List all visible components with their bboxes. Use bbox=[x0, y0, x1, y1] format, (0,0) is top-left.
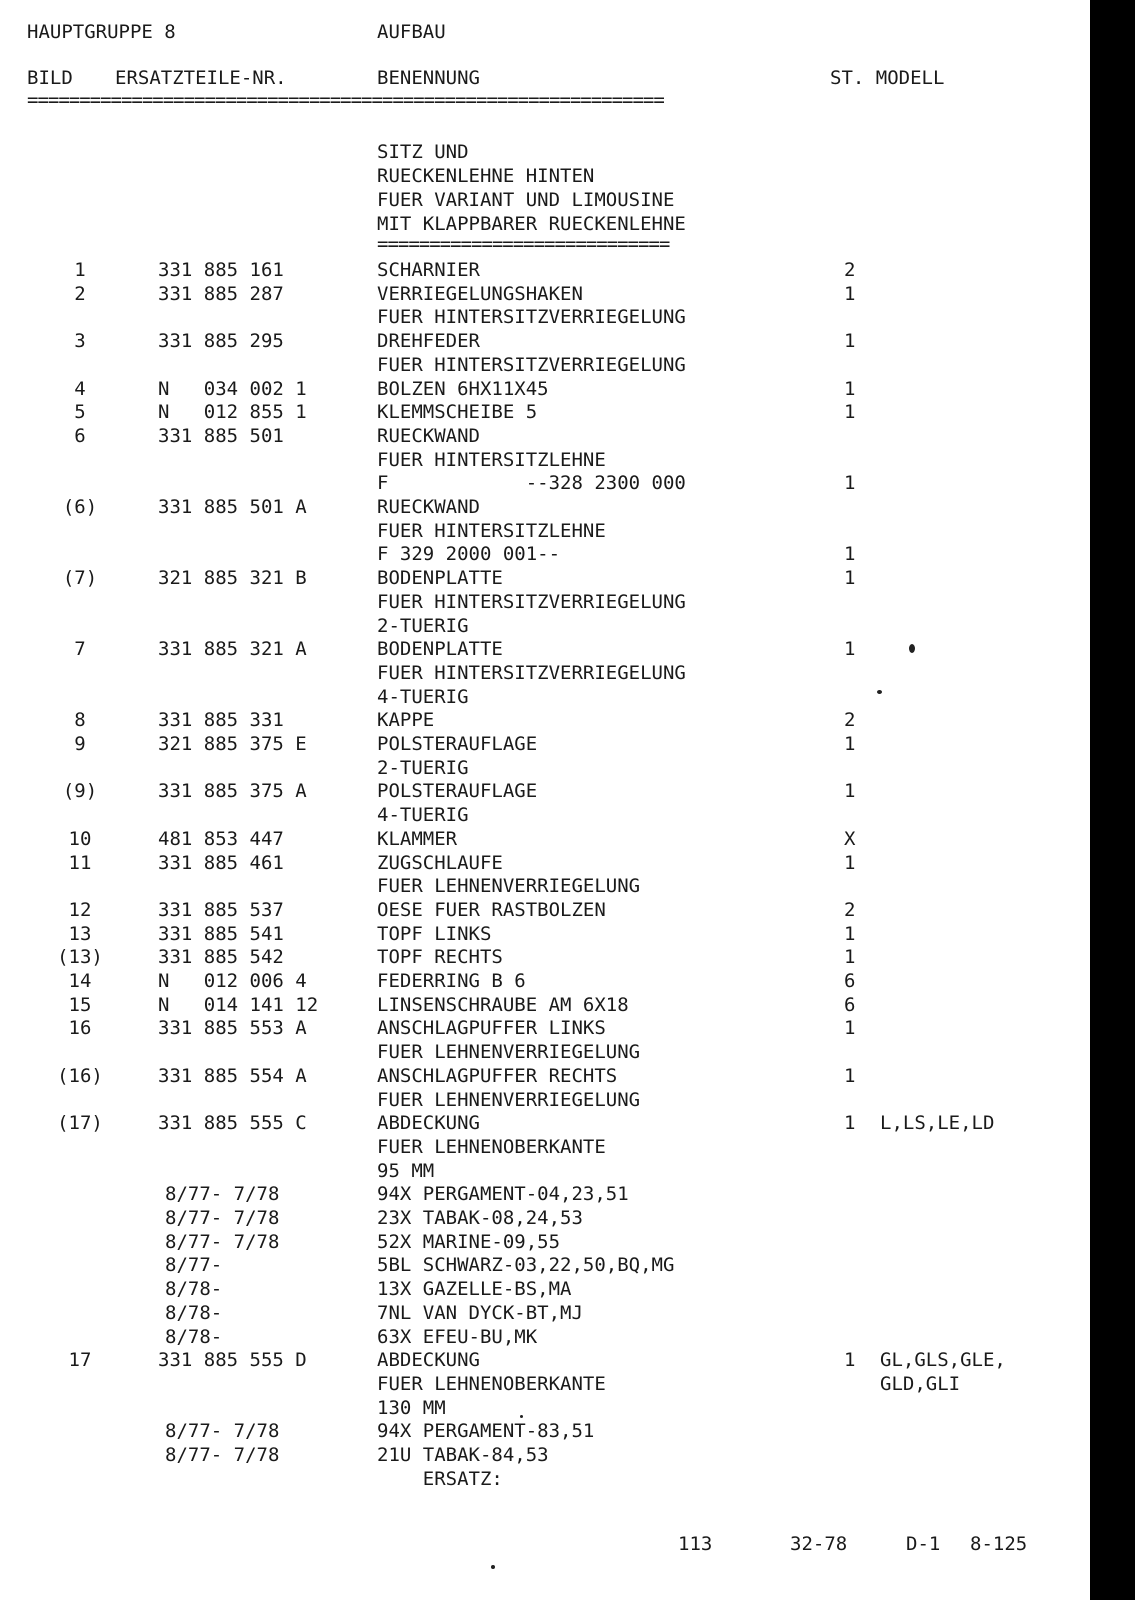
table-row bbox=[0, 590, 1080, 614]
part-number-cell: 331 885 501 bbox=[158, 425, 284, 447]
stueck-cell: 1 bbox=[844, 923, 856, 945]
benennung-cell: LINSENSCHRAUBE AM 6X18 bbox=[377, 994, 629, 1016]
benennung-cell: TOPF RECHTS bbox=[377, 946, 503, 968]
part-number-cell: 331 885 321 A bbox=[158, 638, 307, 660]
benennung-cell: BOLZEN 6HX11X45 bbox=[377, 378, 549, 400]
benennung-cell: 95 MM bbox=[377, 1160, 435, 1182]
part-number-cell: 331 885 295 bbox=[158, 330, 284, 352]
table-row bbox=[0, 1088, 1080, 1112]
table-row bbox=[0, 1230, 1080, 1254]
benennung-cell: 5BL SCHWARZ-03,22,50,BQ,MG bbox=[377, 1254, 675, 1276]
bild-cell: (7) bbox=[62, 567, 98, 589]
benennung-cell: 94X PERGAMENT-83,51 bbox=[377, 1420, 595, 1442]
modell-cell: GL,GLS,GLE, bbox=[880, 1349, 1006, 1371]
table-row bbox=[0, 1040, 1080, 1064]
date-range: 8/77- 7/78 bbox=[165, 1444, 280, 1466]
column-header-st-modell: ST. MODELL bbox=[830, 67, 945, 89]
scan-speck bbox=[520, 1415, 523, 1418]
bild-cell: 17 bbox=[68, 1349, 92, 1371]
benennung-cell: 52X MARINE-09,55 bbox=[377, 1231, 561, 1253]
benennung-cell: 13X GAZELLE-BS,MA bbox=[377, 1278, 572, 1300]
table-row bbox=[0, 1135, 1080, 1159]
table-row bbox=[0, 448, 1080, 472]
modell-cell: L,LS,LE,LD bbox=[880, 1112, 995, 1134]
benennung-cell: SCHARNIER bbox=[377, 259, 480, 281]
part-number-cell: 331 885 553 A bbox=[158, 1017, 307, 1039]
benennung-cell: FUER LEHNENVERRIEGELUNG bbox=[377, 1089, 641, 1111]
footer-code: 32-78 bbox=[790, 1533, 848, 1555]
part-number-cell: N 012 855 1 bbox=[158, 401, 307, 423]
stueck-cell: 2 bbox=[844, 709, 856, 731]
benennung-cell: FUER LEHNENVERRIEGELUNG bbox=[377, 1041, 641, 1063]
benennung-cell: F --328 2300 000 bbox=[377, 472, 686, 494]
date-range: 8/78- bbox=[165, 1326, 223, 1348]
table-row bbox=[0, 685, 1080, 709]
part-number-cell: 331 885 287 bbox=[158, 283, 284, 305]
bild-cell: (9) bbox=[62, 780, 98, 802]
title-line: MIT KLAPPBARER RUECKENLEHNE bbox=[377, 213, 686, 235]
benennung-cell: FUER HINTERSITZLEHNE bbox=[377, 449, 606, 471]
table-row bbox=[0, 1348, 1080, 1372]
stueck-cell: 1 bbox=[844, 543, 856, 565]
table-row bbox=[0, 1467, 1080, 1491]
table-row bbox=[0, 708, 1080, 732]
bild-cell: 7 bbox=[74, 638, 86, 660]
table-row bbox=[0, 282, 1080, 306]
table-row bbox=[0, 993, 1080, 1017]
benennung-cell: F 329 2000 001-- bbox=[377, 543, 561, 565]
part-number-cell: 331 885 555 D bbox=[158, 1349, 307, 1371]
benennung-cell: 4-TUERIG bbox=[377, 804, 469, 826]
table-row bbox=[0, 637, 1080, 661]
stueck-cell: 1 bbox=[844, 1112, 856, 1134]
date-range: 8/77- bbox=[165, 1254, 223, 1276]
benennung-cell: FUER HINTERSITZLEHNE bbox=[377, 520, 606, 542]
part-number-cell: 331 885 375 A bbox=[158, 780, 307, 802]
table-row bbox=[0, 827, 1080, 851]
table-row bbox=[0, 1396, 1080, 1420]
benennung-cell: 2-TUERIG bbox=[377, 757, 469, 779]
part-number-cell: 331 885 554 A bbox=[158, 1065, 307, 1087]
modell-cell: GLD,GLI bbox=[880, 1373, 961, 1395]
date-range: 8/77- 7/78 bbox=[165, 1420, 280, 1442]
benennung-cell: FUER HINTERSITZVERRIEGELUNG bbox=[377, 354, 686, 376]
header-rule: ============================================================= bbox=[27, 92, 664, 108]
stueck-cell: 1 bbox=[844, 283, 856, 305]
title-rule: ============================ bbox=[377, 236, 670, 252]
benennung-cell: BODENPLATTE bbox=[377, 567, 503, 589]
bild-cell: (16) bbox=[57, 1065, 103, 1087]
date-range: 8/78- bbox=[165, 1302, 223, 1324]
column-header-bild: BILD bbox=[27, 67, 73, 89]
benennung-cell: ZUGSCHLAUFE bbox=[377, 852, 503, 874]
date-range: 8/77- 7/78 bbox=[165, 1207, 280, 1229]
stueck-cell: 1 bbox=[844, 780, 856, 802]
benennung-cell: 94X PERGAMENT-04,23,51 bbox=[377, 1183, 629, 1205]
table-row bbox=[0, 969, 1080, 993]
footer-page-ref: 8-125 bbox=[970, 1533, 1028, 1555]
column-header-benennung: BENENNUNG bbox=[377, 67, 480, 89]
stueck-cell: 1 bbox=[844, 1017, 856, 1039]
table-row bbox=[0, 922, 1080, 946]
part-number-cell: 481 853 447 bbox=[158, 828, 284, 850]
bild-cell: 3 bbox=[74, 330, 86, 352]
bild-cell: (6) bbox=[62, 496, 98, 518]
table-row bbox=[0, 1277, 1080, 1301]
table-row bbox=[0, 1419, 1080, 1443]
benennung-cell: DREHFEDER bbox=[377, 330, 480, 352]
part-number-cell: N 012 006 4 bbox=[158, 970, 307, 992]
bild-cell: 1 bbox=[74, 259, 86, 281]
benennung-cell: ANSCHLAGPUFFER RECHTS bbox=[377, 1065, 618, 1087]
part-number-cell: 331 885 541 bbox=[158, 923, 284, 945]
part-number-cell: 321 885 321 B bbox=[158, 567, 307, 589]
table-row bbox=[0, 1016, 1080, 1040]
benennung-cell: 7NL VAN DYCK-BT,MJ bbox=[377, 1302, 583, 1324]
benennung-cell: ERSATZ: bbox=[377, 1468, 503, 1490]
bild-cell: 4 bbox=[74, 378, 86, 400]
table-row bbox=[0, 519, 1080, 543]
benennung-cell: FUER HINTERSITZVERRIEGELUNG bbox=[377, 306, 686, 328]
bild-cell: 15 bbox=[68, 994, 92, 1016]
stueck-cell: 1 bbox=[844, 401, 856, 423]
table-row bbox=[0, 1064, 1080, 1088]
stueck-cell: 1 bbox=[844, 946, 856, 968]
part-number-cell: 331 885 555 C bbox=[158, 1112, 307, 1134]
title-line: RUECKENLEHNE HINTEN bbox=[377, 165, 595, 187]
bild-cell: 2 bbox=[74, 283, 86, 305]
stueck-cell: 6 bbox=[844, 970, 856, 992]
table-row bbox=[0, 1372, 1080, 1396]
stueck-cell: 1 bbox=[844, 638, 856, 660]
benennung-cell: ABDECKUNG bbox=[377, 1112, 480, 1134]
table-row bbox=[0, 803, 1080, 827]
table-row bbox=[0, 756, 1080, 780]
benennung-cell: KLEMMSCHEIBE 5 bbox=[377, 401, 538, 423]
table-row bbox=[0, 329, 1080, 353]
benennung-cell: 4-TUERIG bbox=[377, 686, 469, 708]
part-number-cell: N 014 141 12 bbox=[158, 994, 319, 1016]
table-row bbox=[0, 495, 1080, 519]
benennung-cell: FUER LEHNENOBERKANTE bbox=[377, 1136, 606, 1158]
stueck-cell: 2 bbox=[844, 259, 856, 281]
benennung-cell: POLSTERAUFLAGE bbox=[377, 733, 538, 755]
bild-cell: 10 bbox=[68, 828, 92, 850]
table-row bbox=[0, 1301, 1080, 1325]
stueck-cell: 1 bbox=[844, 1065, 856, 1087]
scan-edge-bar bbox=[1090, 0, 1135, 1600]
date-range: 8/77- 7/78 bbox=[165, 1231, 280, 1253]
section-heading: AUFBAU bbox=[377, 21, 446, 43]
stueck-cell: 1 bbox=[844, 567, 856, 589]
bild-cell: 11 bbox=[68, 852, 92, 874]
title-line: FUER VARIANT UND LIMOUSINE bbox=[377, 189, 675, 211]
table-row bbox=[0, 400, 1080, 424]
benennung-cell: 21U TABAK-84,53 bbox=[377, 1444, 549, 1466]
benennung-cell: OESE FUER RASTBOLZEN bbox=[377, 899, 606, 921]
table-row bbox=[0, 353, 1080, 377]
bild-cell: (17) bbox=[57, 1112, 103, 1134]
table-row bbox=[0, 614, 1080, 638]
part-number-cell: 331 885 501 A bbox=[158, 496, 307, 518]
table-row bbox=[0, 1443, 1080, 1467]
benennung-cell: 2-TUERIG bbox=[377, 615, 469, 637]
stueck-cell: 1 bbox=[844, 852, 856, 874]
table-row bbox=[0, 1111, 1080, 1135]
benennung-cell: KAPPE bbox=[377, 709, 435, 731]
table-row bbox=[0, 898, 1080, 922]
scan-speck bbox=[909, 644, 915, 653]
benennung-cell: 130 MM bbox=[377, 1397, 446, 1419]
part-number-cell: 331 885 537 bbox=[158, 899, 284, 921]
stueck-cell: X bbox=[844, 828, 856, 850]
part-number-cell: N 034 002 1 bbox=[158, 378, 307, 400]
stueck-cell: 6 bbox=[844, 994, 856, 1016]
benennung-cell: 63X EFEU-BU,MK bbox=[377, 1326, 538, 1348]
bild-cell: 5 bbox=[74, 401, 86, 423]
bild-cell: 8 bbox=[74, 709, 86, 731]
bild-cell: 12 bbox=[68, 899, 92, 921]
footer-page-number: 113 bbox=[678, 1533, 713, 1555]
column-header-ersatzteile-nr: ERSATZTEILE-NR. bbox=[115, 67, 287, 89]
stueck-cell: 1 bbox=[844, 378, 856, 400]
group-heading: HAUPTGRUPPE 8 bbox=[27, 21, 176, 43]
table-row bbox=[0, 424, 1080, 448]
stueck-cell: 2 bbox=[844, 899, 856, 921]
benennung-cell: FEDERRING B 6 bbox=[377, 970, 526, 992]
part-number-cell: 321 885 375 E bbox=[158, 733, 307, 755]
stueck-cell: 1 bbox=[844, 330, 856, 352]
table-row bbox=[0, 258, 1080, 282]
benennung-cell: VERRIEGELUNGSHAKEN bbox=[377, 283, 583, 305]
benennung-cell: KLAMMER bbox=[377, 828, 458, 850]
benennung-cell: ABDECKUNG bbox=[377, 1349, 480, 1371]
bild-cell: 9 bbox=[74, 733, 86, 755]
table-row bbox=[0, 1253, 1080, 1277]
bild-cell: 16 bbox=[68, 1017, 92, 1039]
bild-cell: 13 bbox=[68, 923, 92, 945]
table-row bbox=[0, 377, 1080, 401]
benennung-cell: FUER HINTERSITZVERRIEGELUNG bbox=[377, 591, 686, 613]
table-row bbox=[0, 874, 1080, 898]
part-number-cell: 331 885 542 bbox=[158, 946, 284, 968]
table-row bbox=[0, 471, 1080, 495]
benennung-cell: 23X TABAK-08,24,53 bbox=[377, 1207, 583, 1229]
table-row bbox=[0, 779, 1080, 803]
part-number-cell: 331 885 161 bbox=[158, 259, 284, 281]
benennung-cell: ANSCHLAGPUFFER LINKS bbox=[377, 1017, 606, 1039]
table-row bbox=[0, 566, 1080, 590]
bild-cell: (13) bbox=[57, 946, 103, 968]
title-line: SITZ UND bbox=[377, 141, 469, 163]
part-number-cell: 331 885 331 bbox=[158, 709, 284, 731]
table-row bbox=[0, 1325, 1080, 1349]
stueck-cell: 1 bbox=[844, 472, 856, 494]
bild-cell: 14 bbox=[68, 970, 92, 992]
table-row bbox=[0, 305, 1080, 329]
part-number-cell: 331 885 461 bbox=[158, 852, 284, 874]
date-range: 8/78- bbox=[165, 1278, 223, 1300]
table-row bbox=[0, 1206, 1080, 1230]
stueck-cell: 1 bbox=[844, 733, 856, 755]
table-row bbox=[0, 732, 1080, 756]
benennung-cell: POLSTERAUFLAGE bbox=[377, 780, 538, 802]
benennung-cell: FUER LEHNENVERRIEGELUNG bbox=[377, 875, 641, 897]
bild-cell: 6 bbox=[74, 425, 86, 447]
table-row bbox=[0, 851, 1080, 875]
footer-ref: D-1 bbox=[906, 1533, 941, 1555]
benennung-cell: RUECKWAND bbox=[377, 496, 480, 518]
benennung-cell: FUER HINTERSITZVERRIEGELUNG bbox=[377, 662, 686, 684]
stueck-cell: 1 bbox=[844, 1349, 856, 1371]
table-row bbox=[0, 1159, 1080, 1183]
table-row bbox=[0, 661, 1080, 685]
date-range: 8/77- 7/78 bbox=[165, 1183, 280, 1205]
scan-speck bbox=[491, 1565, 495, 1569]
scan-speck bbox=[877, 690, 882, 694]
benennung-cell: BODENPLATTE bbox=[377, 638, 503, 660]
table-row bbox=[0, 945, 1080, 969]
benennung-cell: TOPF LINKS bbox=[377, 923, 492, 945]
table-row bbox=[0, 542, 1080, 566]
table-row bbox=[0, 1182, 1080, 1206]
benennung-cell: FUER LEHNENOBERKANTE bbox=[377, 1373, 606, 1395]
benennung-cell: RUECKWAND bbox=[377, 425, 480, 447]
